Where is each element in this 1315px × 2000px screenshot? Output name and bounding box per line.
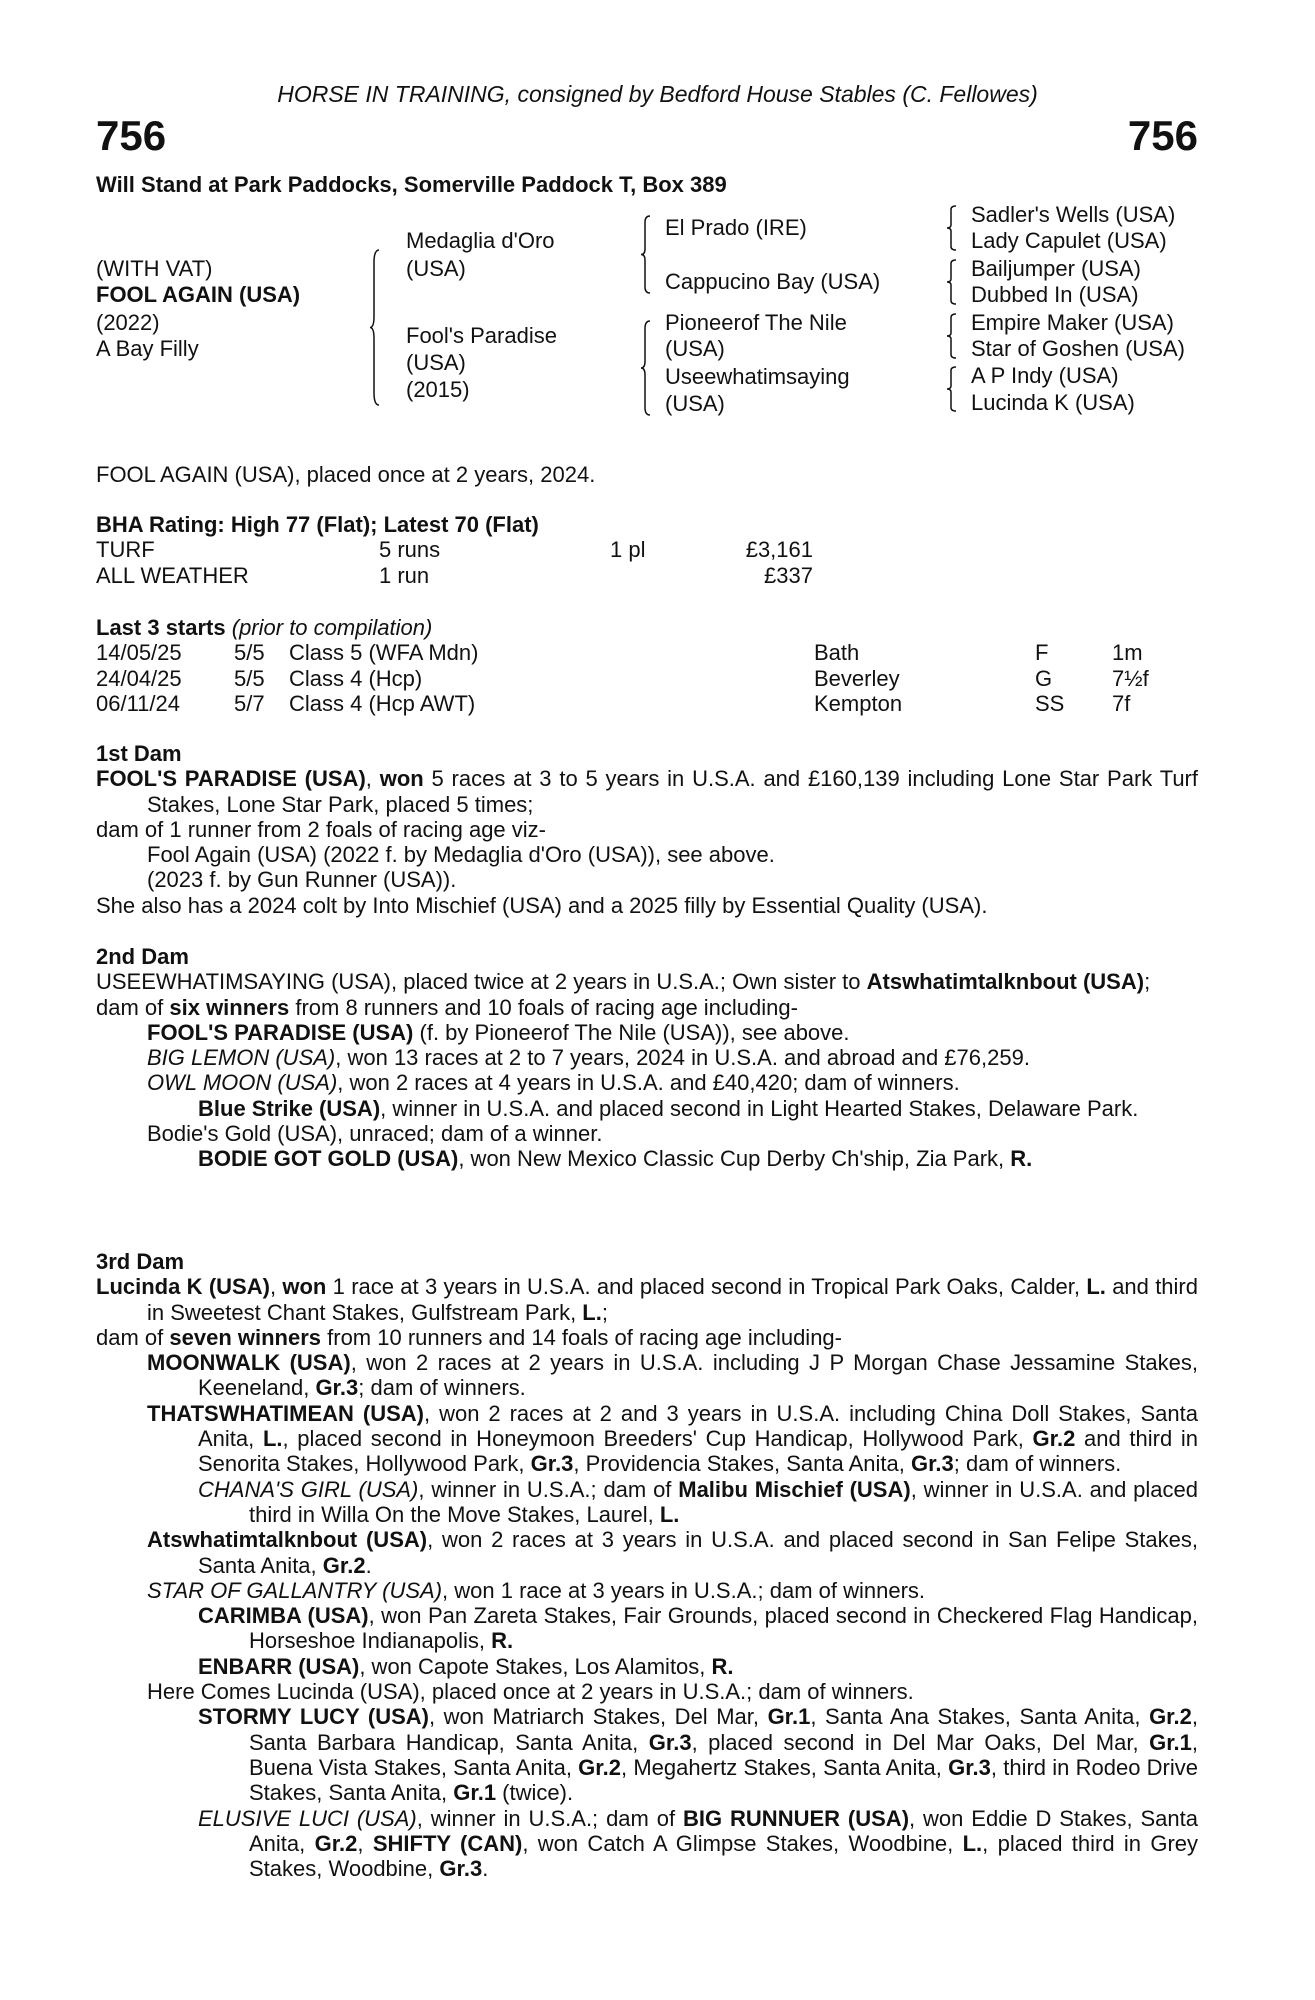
italic-text: ELUSIVE LUCI (USA) [198,1805,417,1831]
bold-text: STORMY LUCY (USA) [198,1704,429,1730]
bold-text: ENBARR (USA) [198,1653,360,1679]
text: and third in Senorita Stakes, Hollywood Park, [198,1426,1198,1477]
dam-paragraph [96,1146,1198,1171]
dam-paragraph [96,1401,1198,1477]
bold-text: Atswhatimtalknbout (USA) [866,969,1145,995]
start-pos: 5/5 [234,640,265,666]
text: , placed third in Grey Stakes, Woodbine, [249,1830,1198,1882]
surface: ALL WEATHER [96,562,249,588]
text: , won 2 races at 4 years in U.S.A. and £40,420; dam of winners. [337,1070,960,1096]
bold-text: R. [1010,1146,1033,1172]
italic-text: CHANA'S GIRL (USA) [198,1476,419,1502]
ancestor-gen3: Empire Maker (USA) [971,310,1174,335]
start-race: Class 4 (Hcp) [289,665,423,691]
dam-paragraph [96,766,1198,817]
bold-text: L. [962,1830,983,1856]
bold-text: CARIMBA (USA) [198,1603,369,1629]
last-starts-title: Last 3 starts [96,615,226,640]
text: dam of [96,1324,170,1350]
rating-row [96,537,1198,562]
bold-text: L. [582,1299,602,1325]
text: , winner in U.S.A. and placed second in Light Hearted Stakes, Delaware Park. [380,1095,1139,1121]
italic-text: STAR OF GALLANTRY (USA) [147,1577,443,1603]
bold-text: Gr.2 [578,1754,621,1780]
text: , won Capote Stakes, Los Alamitos, [359,1653,712,1679]
bold-text: won [282,1274,327,1300]
ancestor-gen3: Lucinda K (USA) [971,390,1135,415]
surface: TURF [96,537,155,563]
bold-text: THATSWHATIMEAN (USA) [147,1400,424,1426]
start-course: Bath [814,640,860,666]
text: , Providencia Stakes, Santa Anita, [573,1451,911,1477]
dam-name: Fool's Paradise [406,323,557,348]
bold-text: FOOL'S PARADISE (USA) [96,766,366,792]
bold-text: seven winners [169,1324,322,1350]
italic-text: OWL MOON (USA) [147,1070,338,1096]
dam-paragraph [96,842,1198,867]
brace-icon [947,260,957,304]
text: , third in Rodeo Drive Stakes, Santa Anita, [249,1754,1198,1806]
dam-paragraph [96,1325,1198,1350]
dam-paragraph [96,1350,1198,1401]
text: , [269,1274,283,1300]
text: , [365,766,380,792]
dam-section-1 [96,741,1198,918]
text: Fool Again (USA) (2022 f. by Medaglia d'Oro (USA)), see above. [147,842,775,868]
text: , won 1 race at 3 years in U.S.A.; dam of winners. [442,1577,926,1603]
text: (f. by Pioneerof The Nile (USA)), see above. [413,1019,850,1045]
dam-dam-country: (USA) [665,391,725,416]
last-starts-section [96,615,1198,716]
text: ; [1144,969,1151,995]
bold-text: Gr.1 [453,1780,497,1806]
text: , won 2 races at 2 years in U.S.A. including J P Morgan Chase Jessamine Stakes, Keeneland, [198,1350,1198,1401]
text: , winner in U.S.A. and placed third in Willa On the Move Stakes, Laurel, [249,1476,1199,1527]
bold-text: Lucinda K (USA) [96,1274,270,1300]
bold-text: Malibu Mischief (USA) [678,1476,911,1502]
text: , won 13 races at 2 to 7 years, 2024 in U.S.A. and abroad and £76,259. [335,1045,1030,1071]
dam-sire-name: Pioneerof The Nile [665,310,847,335]
ancestor-gen3: A P Indy (USA) [971,363,1119,388]
brace-icon [947,367,957,411]
dam-paragraph [96,1020,1198,1045]
text: , winner in U.S.A.; dam of [416,1805,684,1831]
bold-text: Gr.3 [530,1451,574,1477]
bold-text: SHIFTY (CAN) [372,1830,523,1856]
rating-section [96,512,1198,588]
start-date: 14/05/25 [96,640,182,666]
brace-icon [641,216,651,293]
bold-text: Gr.3 [315,1375,359,1401]
bold-text: Gr.2 [314,1830,358,1856]
start-dist: 7½f [1112,665,1149,691]
bold-text: R. [491,1628,514,1654]
text: Bodie's Gold (USA), unraced; dam of a winner. [147,1121,603,1147]
text: , won New Mexico Classic Cup Derby Ch'ship, Zia Park, [458,1146,1011,1172]
text: , [357,1830,373,1856]
text: , Santa Ana Stakes, Santa Anita, [810,1704,1150,1730]
dam-paragraph [96,1806,1198,1882]
bold-text: Gr.2 [322,1552,366,1578]
brace-icon [947,314,957,358]
start-pos: 5/7 [234,690,265,716]
text: , won Matriarch Stakes, Del Mar, [429,1704,768,1730]
text: dam of 1 runner from 2 foals of racing age viz- [96,816,546,842]
text: Here Comes Lucinda (USA), placed once at 2 years in U.S.A.; dam of winners. [147,1679,914,1705]
start-race: Class 4 (Hcp AWT) [289,690,476,716]
dam-paragraph [96,1603,1198,1654]
text: , won 2 races at 3 years in U.S.A. and placed second in San Felipe Stakes, Santa Anita, [198,1527,1198,1578]
text: from 10 runners and 14 foals of racing age including- [321,1324,842,1350]
text: , placed second in Del Mar Oaks, Del Mar, [691,1729,1150,1755]
start-course: Kempton [814,690,903,716]
dam-heading: 1st Dam [96,741,182,766]
dam-paragraph [96,1527,1198,1578]
ancestor-gen3: Lady Capulet (USA) [971,228,1167,253]
brace-icon [641,321,651,415]
dam-paragraph [96,1274,1198,1325]
bold-text: BODIE GOT GOLD (USA) [198,1146,459,1172]
dam-heading: 2nd Dam [96,944,189,969]
bold-text: FOOL'S PARADISE (USA) [147,1019,414,1045]
dam-paragraph [96,1679,1198,1704]
text: . [365,1552,372,1578]
horse-description: A Bay Filly [96,336,199,361]
start-dist: 7f [1112,690,1131,716]
dam-paragraph [96,1070,1198,1095]
text: She also has a 2024 colt by Into Mischief (USA) and a 2025 filly by Essential Quality (USA). [96,892,988,918]
dam-paragraph [96,995,1198,1020]
text: , Buena Vista Stakes, Santa Anita, [249,1729,1199,1780]
bold-text: Gr.2 [1149,1704,1192,1730]
start-going: G [1035,665,1053,691]
text: , placed second in Honeymoon Breeders' Cup Handicap, Hollywood Park, [282,1426,1033,1452]
brace-icon [947,206,957,250]
prize-money: £337 [764,562,813,588]
bold-text: Gr.3 [948,1754,991,1780]
stand-location: Will Stand at Park Paddocks, Somerville Paddock T, Box 389 [96,172,727,197]
text: ; [601,1299,608,1325]
bold-text: R. [711,1653,734,1679]
text: ; dam of winners. [358,1375,526,1401]
rating-title: BHA Rating: High 77 (Flat); Latest 70 (Flat) [96,512,539,537]
text: , Santa Barbara Handicap, Santa Anita, [249,1704,1198,1755]
horse-year: (2022) [96,310,160,335]
bold-text: Gr.2 [1032,1426,1076,1452]
bold-text: BIG RUNNUER (USA) [683,1805,910,1831]
dam-paragraph [96,1045,1198,1070]
text: . [482,1856,489,1882]
vat-note: (WITH VAT) [96,256,213,281]
last-starts-note: (prior to compilation) [231,615,433,640]
bold-text: won [379,766,424,792]
dam-section-3 [96,1249,1198,1881]
dam-heading: 3rd Dam [96,1249,185,1274]
text: 1 race at 3 years in U.S.A. and placed second in Tropical Park Oaks, Calder, [326,1274,1087,1300]
text: , won Catch A Glimpse Stakes, Woodbine, [522,1830,963,1856]
start-date: 06/11/24 [96,690,181,716]
start-going: F [1035,640,1049,666]
bold-text: L. [659,1501,680,1527]
ancestor-gen3: Dubbed In (USA) [971,282,1139,307]
sire-sire: El Prado (IRE) [665,215,807,240]
start-row [96,640,1198,665]
rating-row [96,563,1198,588]
text: 5 races at 3 to 5 years in U.S.A. and £160,139 including Lone Star Park Turf Stakes, Lone Star Park, placed 5 times; [147,766,1198,817]
lot-number-right: 756 [1127,112,1198,159]
dam-section-2 [96,944,1198,1172]
dam-country: (USA) [406,350,466,375]
text: , won 2 races at 2 and 3 years in U.S.A. including China Doll Stakes, Santa Anita, [198,1400,1198,1452]
bold-text: Gr.1 [1149,1729,1192,1755]
bold-text: L. [1086,1274,1106,1300]
text: , Megahertz Stakes, Santa Anita, [620,1754,949,1780]
start-date: 24/04/25 [96,665,182,691]
bold-text: Gr.3 [910,1451,954,1477]
start-race: Class 5 (WFA Mdn) [289,640,479,666]
runs: 1 run [379,562,430,588]
text: from 8 runners and 10 foals of racing age including- [289,994,798,1020]
bold-text: Atswhatimtalknbout (USA) [147,1527,428,1553]
start-going: SS [1035,690,1065,716]
sire-dam: Cappucino Bay (USA) [665,269,881,294]
bold-text: L. [262,1426,283,1452]
dam-paragraph [96,1096,1198,1121]
ancestor-gen3: Star of Goshen (USA) [971,336,1185,361]
start-course: Beverley [814,665,900,691]
text: (2023 f. by Gun Runner (USA)). [147,867,457,893]
ancestor-gen3: Sadler's Wells (USA) [971,202,1176,227]
text: , won Pan Zareta Stakes, Fair Grounds, placed second in Checkered Flag Handicap, Horseshoe Indianapolis, [249,1603,1198,1654]
bold-text: Gr.1 [767,1704,811,1730]
dam-paragraph [96,969,1198,994]
dam-paragraph [96,817,1198,842]
dam-sire-country: (USA) [665,336,725,361]
sire-country: (USA) [406,256,466,281]
bold-text: six winners [169,994,290,1020]
brace-icon [370,250,380,405]
text: ; dam of winners. [953,1451,1122,1477]
text: USEEWHATIMSAYING (USA), placed twice at 2 years in U.S.A.; Own sister to [96,969,867,995]
text: and third in Sweetest Chant Stakes, Gulfstream Park, [147,1274,1198,1325]
prize-money: £3,161 [745,537,813,563]
italic-text: BIG LEMON (USA) [147,1045,336,1071]
text: , won Eddie D Stakes, Santa Anita, [249,1805,1199,1856]
text: dam of [96,994,170,1020]
consignor-line: HORSE IN TRAINING, consigned by Bedford House Stables (C. Fellowes) [277,81,1038,107]
bold-text: Gr.3 [648,1729,692,1755]
dam-paragraph [96,893,1198,918]
start-pos: 5/5 [234,665,265,691]
dam-paragraph [96,1477,1198,1528]
text: , winner in U.S.A.; dam of [418,1476,679,1502]
dam-paragraph [96,1704,1198,1805]
bold-text: MOONWALK (USA) [147,1350,351,1376]
dam-year: (2015) [406,377,470,402]
dam-dam-name: Useewhatimsaying [665,364,850,389]
dam-paragraph [96,1654,1198,1679]
start-row [96,666,1198,691]
runs: 5 runs [379,537,441,563]
ancestor-gen3: Bailjumper (USA) [971,256,1141,281]
bold-text: Gr.3 [439,1856,483,1882]
lot-number-left: 756 [96,112,167,159]
bold-text: Blue Strike (USA) [198,1095,381,1121]
sire-name: Medaglia d'Oro [406,228,555,253]
dam-paragraph [96,867,1198,892]
dam-paragraph [96,1578,1198,1603]
start-row [96,691,1198,716]
text: (twice). [496,1780,574,1806]
horse-name: FOOL AGAIN (USA) [96,282,301,307]
start-dist: 1m [1112,640,1143,666]
placed: 1 pl [610,537,646,563]
race-summary: FOOL AGAIN (USA), placed once at 2 years, 2024. [96,462,596,487]
dam-paragraph [96,1121,1198,1146]
